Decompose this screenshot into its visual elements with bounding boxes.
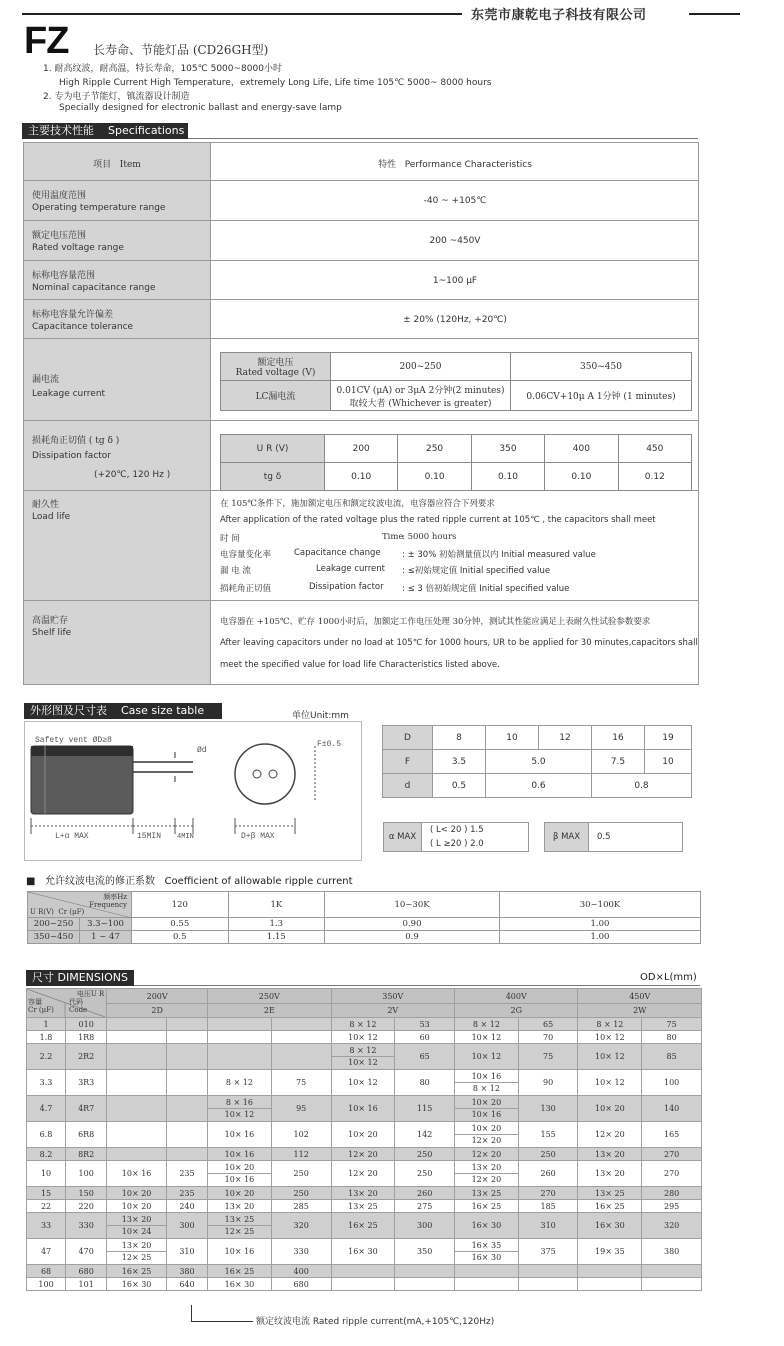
lead-spacing-label: F±0.5 (317, 740, 342, 749)
rated-voltage-cell (221, 353, 331, 381)
ripple-current-cell: 102 (271, 1122, 331, 1148)
case-size-cell (107, 1070, 167, 1096)
ripple-current-cell (166, 1031, 207, 1044)
ripple-row: 350~450 1 ~ 47 0.5 1.15 0.9 1.00 (28, 931, 701, 944)
case-size-cell: 10× 16 (208, 1122, 272, 1148)
ripple-current-cell (271, 1018, 331, 1031)
case-size-cell: 16× 30 (107, 1278, 167, 1291)
case-size-cell: 10× 20 (208, 1187, 272, 1200)
ripple-current-cell (166, 1044, 207, 1070)
diameter-label: D+β MAX (241, 832, 275, 841)
ripple-current-cell: 53 (395, 1018, 455, 1031)
ripple-current-cell (395, 1278, 455, 1291)
ripple-current-cell (518, 1265, 578, 1278)
case-size-heading-en: Case size table (121, 704, 205, 717)
case-size-cell: 10× 12 (578, 1070, 642, 1096)
ripple-current-cell: 375 (518, 1239, 578, 1265)
dimensions-body (27, 1018, 702, 1291)
dimensions-heading-rule (134, 985, 700, 986)
capacitance-cell: 2.2 (27, 1044, 66, 1070)
ripple-current-cell: 165 (642, 1122, 702, 1148)
ripple-current-cell (518, 1278, 578, 1291)
case-size-cell: 10× 20 10× 16 (455, 1096, 519, 1122)
load-life-dissipation: : ≤ 3 倍初始规定值 Initial specified value (402, 584, 570, 594)
case-size-cell: 10× 16 (107, 1161, 167, 1187)
dissipation-table: U R (V) 200 250 350 400 450 tg δ 0.10 0.10 0.10 0.10 0.12 (220, 434, 692, 491)
load-life-leakage: : ≤初始规定值 Initial specified value (402, 566, 551, 576)
dimension-row (27, 1239, 702, 1265)
capacitance-cell: 47 (27, 1239, 66, 1265)
dimension-row (27, 1148, 702, 1161)
code-cell: 010 (66, 1018, 107, 1031)
voltage-value: 200 ~450V (429, 236, 481, 246)
leakage-label-en: Leakage current (32, 389, 106, 399)
code-cell: 680 (66, 1265, 107, 1278)
spec-row-shelf-life (24, 601, 698, 685)
dimension-row (27, 1096, 702, 1122)
code-cell: 3R3 (66, 1070, 107, 1096)
load-life-capacitance: : ± 30% 初始测量值以内 Initial measured value (402, 550, 596, 560)
case-size-cell: 13× 20 (331, 1187, 395, 1200)
capacitance-cell: 22 (27, 1200, 66, 1213)
ripple-current-cell: 250 (271, 1161, 331, 1187)
case-size-cell (107, 1122, 167, 1148)
case-size-cell: 10× 16 8 × 12 (455, 1070, 519, 1096)
ripple-current-cell: 70 (518, 1031, 578, 1044)
ripple-current-cell: 250 (395, 1148, 455, 1161)
spec-row-voltage (24, 221, 698, 261)
case-size-cell (331, 1265, 395, 1278)
ripple-current-cell: 640 (166, 1278, 207, 1291)
ripple-current-cell (642, 1278, 702, 1291)
tolerance-label-cn: 标称电容量允许偏差 (32, 310, 114, 320)
capacitance-cell: 4.7 (27, 1096, 66, 1122)
series-logo: FZ (24, 20, 69, 62)
case-size-cell: 12× 20 (331, 1161, 395, 1187)
capacitor-body (31, 746, 133, 814)
company-name: 东莞市康乾电子科技有限公司 (471, 8, 647, 23)
capacitance-cell: 15 (27, 1187, 66, 1200)
case-F-label: F (383, 750, 433, 774)
code-cell: 220 (66, 1200, 107, 1213)
ripple-corner-header: 频率Hz Frequency U R(V) Cr (μF) (28, 892, 132, 918)
lead-diameter-label: Ød (197, 746, 207, 755)
case-size-cell (578, 1278, 642, 1291)
capacitance-cell: 3.3 (27, 1070, 66, 1096)
ripple-current-cell: 235 (166, 1187, 207, 1200)
ripple-current-cell: 310 (518, 1213, 578, 1239)
capacitance-label-en: Nominal capacitance range (32, 283, 156, 293)
load-life-line-2: After application of the rated voltage plus the rated ripple current at 105℃ , the capacitors shall meet (220, 515, 656, 525)
header-rule-left (22, 13, 462, 15)
case-size-cell: 13× 20 (578, 1161, 642, 1187)
case-size-cell: 10× 16 (208, 1148, 272, 1161)
ripple-current-cell (271, 1031, 331, 1044)
alpha-max-label: α MAX (384, 823, 422, 851)
code-cell: 330 (66, 1213, 107, 1239)
case-size-cell: 13× 20 (208, 1200, 272, 1213)
case-size-cell (208, 1018, 272, 1031)
spec-row-dissipation (24, 421, 698, 491)
characteristics-label-en: Performance Characteristics (404, 160, 532, 170)
spec-header-row (24, 143, 698, 181)
ripple-current-cell: 112 (271, 1148, 331, 1161)
code-cell: 470 (66, 1239, 107, 1265)
dimension-row (27, 1018, 702, 1031)
tolerance-label-en: Capacitance tolerance (32, 322, 134, 332)
case-outline-drawing (24, 721, 362, 861)
ripple-current-cell: 250 (395, 1161, 455, 1187)
ripple-current-cell: 185 (518, 1200, 578, 1213)
ripple-current-cell: 140 (642, 1096, 702, 1122)
rated-voltage-cn: 额定电压 (257, 358, 294, 368)
ripple-current-cell: 310 (166, 1239, 207, 1265)
case-size-cell: 10× 12 (331, 1031, 395, 1044)
ripple-current-cell: 250 (518, 1148, 578, 1161)
ripple-current-cell: 65 (518, 1018, 578, 1031)
code-cell: 1R8 (66, 1031, 107, 1044)
lead-length-label: 15MIN (137, 832, 162, 841)
spec-row-temperature (24, 181, 698, 221)
case-size-heading-cn: 外形图及尺寸表 (30, 704, 107, 717)
dissipation-condition: (+20℃, 120 Hz ) (94, 470, 171, 480)
dissipation-label-cn: 损耗角正切值 ( tg δ ) (32, 436, 120, 446)
ripple-current-cell: 90 (518, 1070, 578, 1096)
ripple-current-cell: 260 (518, 1161, 578, 1187)
ripple-current-cell (166, 1122, 207, 1148)
ripple-current-cell: 380 (166, 1265, 207, 1278)
bullet-icon: ■ (26, 876, 36, 887)
case-size-cell: 10× 12 (455, 1031, 519, 1044)
ripple-current-cell: 75 (518, 1044, 578, 1070)
ripple-current-cell: 270 (518, 1187, 578, 1200)
lc-value-2: 0.06CV+10μ A 1分钟 (1 minutes) (511, 381, 692, 411)
dimension-row (27, 1187, 702, 1200)
od-unit-label: OD×L(mm) (640, 972, 697, 983)
ripple-current-cell: 295 (642, 1200, 702, 1213)
shelf-life-line-3: meet the specified value for load life Characteristics listed above. (220, 660, 500, 670)
case-size-cell: 12× 20 (578, 1122, 642, 1148)
item-label-cn: 项目 (93, 160, 112, 170)
lead-min-label: 4MIN (177, 833, 194, 841)
ripple-current-cell: 380 (642, 1239, 702, 1265)
case-size-cell: 12× 20 (455, 1148, 519, 1161)
dimensions-corner-header: 电压U R 容量 Cr (μF) 代码 Code (27, 989, 107, 1018)
lc-value-1: 0.01CV (μA) or 3μA 2分钟(2 minutes) 取较大者 (Whichever is greater) (331, 381, 511, 411)
ripple-current-cell: 270 (642, 1148, 702, 1161)
case-size-cell: 10× 20 12× 20 (455, 1122, 519, 1148)
dimension-row (27, 1278, 702, 1291)
load-life-line-1: 在 105℃条件下，施加额定电压和额定纹波电流，电容器应符合下列要求 (220, 499, 495, 509)
case-size-cell: 10× 20 (331, 1122, 395, 1148)
ripple-current-cell: 80 (395, 1070, 455, 1096)
leakage-table (220, 352, 692, 411)
beta-max-label: β MAX (545, 823, 589, 851)
lc-label: LC漏电流 (221, 381, 331, 411)
beta-max-value: 0.5 (597, 832, 611, 842)
ripple-current-cell: 320 (642, 1213, 702, 1239)
case-size-cell: 10× 12 (578, 1031, 642, 1044)
header-rule-right (689, 13, 740, 15)
ripple-current-cell: 95 (271, 1096, 331, 1122)
feature-note-1-en: High Ripple Current High Temperature，extremely Long Life, Life time 105℃ 5000~ 8000 hours (59, 78, 492, 88)
shelf-life-label-en: Shelf life (32, 628, 72, 638)
case-size-cell: 10× 12 (331, 1070, 395, 1096)
dimension-row (27, 1200, 702, 1213)
capacitance-value: 1~100 μF (432, 276, 478, 286)
code-cell: 100 (66, 1161, 107, 1187)
beta-max-box (544, 822, 683, 852)
ripple-current-cell: 130 (518, 1096, 578, 1122)
shelf-life-line-2: After leaving capacitors under no load at 105℃ for 1000 hours, UR to be applied for 30 minutes,capacitors shall (220, 638, 698, 648)
case-size-cell: 13× 25 (331, 1200, 395, 1213)
ripple-current-cell (166, 1096, 207, 1122)
case-size-cell: 16× 30 (578, 1213, 642, 1239)
ripple-coefficient-table: 频率Hz Frequency U R(V) Cr (μF) 120 1K 10~30K 30~100K 200~250 3.3~100 0.55 1.3 0.90 1.00 350~450 1 ~ 47 0.5 1.15 0.9 1.00 (27, 891, 701, 944)
case-size-cell (455, 1278, 519, 1291)
dissipation-label-en: Dissipation factor (32, 451, 112, 461)
load-life-label-cn: 耐久性 (32, 500, 60, 510)
case-size-cell (455, 1265, 519, 1278)
capacitance-cell: 6.8 (27, 1122, 66, 1148)
case-size-cell: 10× 20 (578, 1096, 642, 1122)
characteristics-label-cn: 特性 (378, 160, 397, 170)
dimension-row (27, 1070, 702, 1096)
capacitance-cell: 33 (27, 1213, 66, 1239)
ripple-current-cell: 235 (166, 1161, 207, 1187)
capacitance-cell: 68 (27, 1265, 66, 1278)
case-size-cell: 13× 20 (578, 1148, 642, 1161)
specifications-heading (22, 123, 188, 139)
temperature-value: -40 ~ +105℃ (423, 196, 487, 206)
feature-note-1-cn: 1. 耐高纹波，耐高温，特长寿命，105℃ 5000~8000小时 (43, 64, 282, 74)
ripple-current-cell: 275 (395, 1200, 455, 1213)
code-cell: 8R2 (66, 1148, 107, 1161)
leakage-range-2: 350~450 (511, 353, 692, 381)
dimensions-table: 电压U R 容量 Cr (μF) 代码 Code 200V 250V 350V 400V 450V 2D 2E 2V 2G 2W 1 010 8 × 12 53 8 × 12 65 8 × 12 75 1.8 1R8 10× 12 60 10× 12 70 10× 12 80 2.2 2R2 8 × 12 10× 12 65 10× 12 75 10× 12 85 3.3 3R3 8 × 12 75 10× 12 80 10× 16 8 × 12 90 10× 12 100 4.7 4R7 8 × 16 10× 12 95 10× 16 115 10× 20 10× 16 130 10× 20 140 6.8 6R8 10× 16 102 10× 20 142 10× 20 12× 20 155 12× 20 165 8.2 8R2 10× 16 112 12× 20 250 12× 20 250 13× 20 270 10 100 10× 16 235 10× 20 10× 16 250 12× 20 250 13× 20 12× 20 260 13× 20 270 15 150 10× 20 235 10× 20 250 13× 20 260 13× 25 270 13× 25 280 22 220 10× 20 240 13× 20 285 13× 25 275 16× 25 185 16× 25 295 33 330 13× 20 10× 24 300 13× 25 12× 25 320 16× 25 300 16× 30 310 16× 30 320 47 470 13× 20 12× 25 310 10× 16 330 16× 30 350 16× 35 16× 30 375 19× 35 380 68 680 16× 25 380 16× 25 400 100 101 16× 30 640 16× 30 680 (26, 988, 702, 1291)
case-size-cell (107, 1031, 167, 1044)
series-title: 长寿命、节能灯品 (CD26GH型) (93, 43, 269, 57)
specifications-heading-en: Specifications (108, 124, 185, 137)
ripple-current-cell (642, 1265, 702, 1278)
load-life-label-en: Load life (32, 512, 71, 522)
spec-row-tolerance (24, 300, 698, 339)
rated-voltage-en: Rated voltage (V) (235, 368, 316, 378)
ripple-current-cell (166, 1070, 207, 1096)
dimension-row (27, 1265, 702, 1278)
case-size-cell: 16× 30 (331, 1239, 395, 1265)
case-size-cell (578, 1265, 642, 1278)
ripple-current-cell: 75 (271, 1070, 331, 1096)
code-cell: 101 (66, 1278, 107, 1291)
ripple-current-cell: 350 (395, 1239, 455, 1265)
dimension-row (27, 1044, 702, 1070)
shelf-life-label-cn: 高温贮存 (32, 616, 69, 626)
case-size-cell (107, 1044, 167, 1070)
code-cell: 6R8 (66, 1122, 107, 1148)
ripple-current-cell (166, 1018, 207, 1031)
case-size-cell: 16× 25 (107, 1265, 167, 1278)
ripple-current-cell: 260 (395, 1187, 455, 1200)
case-size-cell: 13× 20 12× 25 (107, 1239, 167, 1265)
capacitance-label-cn: 标称电容量范围 (32, 271, 96, 281)
ripple-current-cell: 80 (642, 1031, 702, 1044)
case-size-cell: 16× 25 (455, 1200, 519, 1213)
ripple-footnote-bracket (191, 1305, 253, 1322)
case-size-cell: 8 × 16 10× 12 (208, 1096, 272, 1122)
leakage-label-cn: 漏电流 (32, 375, 60, 385)
case-size-cell: 16× 35 16× 30 (455, 1239, 519, 1265)
ripple-current-cell: 85 (642, 1044, 702, 1070)
alpha-max-box: α MAX ( L< 20 ) 1.5 ( L ≥20 ) 2.0 (383, 822, 529, 852)
ripple-current-cell: 280 (642, 1187, 702, 1200)
case-size-cell: 10× 16 (208, 1239, 272, 1265)
code-cell: 150 (66, 1187, 107, 1200)
case-size-cell: 10× 12 (455, 1044, 519, 1070)
dimensions-heading: 尺寸 DIMENSIONS (26, 970, 134, 986)
case-size-cell: 16× 30 (208, 1278, 272, 1291)
case-size-cell (107, 1018, 167, 1031)
ripple-current-cell: 270 (642, 1161, 702, 1187)
dimension-row (27, 1213, 702, 1239)
specifications-table (23, 142, 699, 685)
specifications-heading-rule (188, 138, 698, 139)
tg-label: tg δ (221, 463, 325, 491)
case-size-cell: 10× 20 10× 16 (208, 1161, 272, 1187)
case-size-cell (331, 1278, 395, 1291)
ripple-footnote: 额定纹波电流 Rated ripple current(mA,+105℃,120Hz) (256, 1317, 495, 1327)
shelf-life-line-1: 电容器在 +105℃、贮存 1000小时后，加额定工作电压处理 30分钟，测试其性能应满足上表耐久性试验参数要求 (220, 617, 651, 627)
case-size-cell (107, 1148, 167, 1161)
case-size-cell: 8 × 12 (578, 1018, 642, 1031)
leakage-range-1: 200~250 (331, 353, 511, 381)
code-cell: 2R2 (66, 1044, 107, 1070)
ripple-current-cell: 285 (271, 1200, 331, 1213)
case-size-cell: 8 × 12 (331, 1018, 395, 1031)
ripple-current-cell: 75 (642, 1018, 702, 1031)
feature-note-2-cn: 2. 专为电子节能灯，镇流器设计制造 (43, 92, 190, 102)
case-size-heading (24, 703, 222, 719)
unit-label: 单位Unit:mm (292, 711, 349, 721)
dimension-row (27, 1031, 702, 1044)
capacitor-dimension-svg (25, 722, 361, 860)
case-size-cell: 16× 25 (208, 1265, 272, 1278)
spec-row-load-life: 耐久性 Load life 在 105℃条件下，施加额定电压和额定纹波电流，电容器应符合下列要求 After application of the rated voltage plus the rated ripple current at 105℃ , the capacitors shall meet 时 间 Time : 5000 hours 电容量变化率 Capacitance change : ± 30% 初始测量值以内 Initial measured value 漏 电 流 Leakage current : ≤初始规定值 Initial specified value 损耗角正切值 Dissipation factor : ≤ 3 倍初始规定值 Initial specified value (24, 491, 698, 601)
case-size-cell: 12× 20 (331, 1148, 395, 1161)
load-life-time: : 5000 hours (402, 532, 457, 542)
length-label: L+α MAX (55, 832, 89, 841)
case-size-cell: 13× 25 (455, 1187, 519, 1200)
case-size-cell: 8 × 12 (455, 1018, 519, 1031)
case-size-cell (208, 1044, 272, 1070)
ripple-row: 200~250 3.3~100 0.55 1.3 0.90 1.00 (28, 918, 701, 931)
capacitance-cell: 8.2 (27, 1148, 66, 1161)
ripple-current-cell: 240 (166, 1200, 207, 1213)
spec-row-leakage (24, 339, 698, 421)
case-size-cell: 10× 20 (107, 1200, 167, 1213)
ripple-current-cell: 60 (395, 1031, 455, 1044)
item-label-en: Item (119, 160, 141, 170)
case-size-cell: 13× 25 (578, 1187, 642, 1200)
case-size-cell: 10× 16 (331, 1096, 395, 1122)
ripple-current-cell: 142 (395, 1122, 455, 1148)
temperature-label-en: Operating temperature range (32, 203, 166, 213)
ripple-current-cell: 300 (395, 1213, 455, 1239)
case-size-cell: 19× 35 (578, 1239, 642, 1265)
case-size-cell (208, 1031, 272, 1044)
case-size-cell: 13× 25 12× 25 (208, 1213, 272, 1239)
case-size-cell: 8 × 12 (208, 1070, 272, 1096)
capacitance-cell: 1 (27, 1018, 66, 1031)
case-size-cell: 13× 20 10× 24 (107, 1213, 167, 1239)
ripple-current-cell: 250 (271, 1187, 331, 1200)
ripple-current-cell: 300 (166, 1213, 207, 1239)
case-size-cell: 10× 20 (107, 1187, 167, 1200)
capacitance-cell: 1.8 (27, 1031, 66, 1044)
ur-label: U R (V) (221, 435, 325, 463)
specifications-heading-cn: 主要技术性能 (28, 124, 94, 137)
case-size-cell: 16× 25 (331, 1213, 395, 1239)
ripple-coefficient-title: ■ 允许纹波电流的修正系数 Coefficient of allowable ripple current (26, 876, 353, 887)
case-size-cell (107, 1096, 167, 1122)
temperature-label-cn: 使用温度范围 (32, 191, 87, 201)
capacitance-cell: 100 (27, 1278, 66, 1291)
case-size-cell: 10× 12 (578, 1044, 642, 1070)
spec-row-capacitance (24, 261, 698, 300)
code-cell: 4R7 (66, 1096, 107, 1122)
ripple-current-cell: 100 (642, 1070, 702, 1096)
ripple-current-cell: 65 (395, 1044, 455, 1070)
case-size-table: D 8 10 12 16 19 F 3.5 5.0 7.5 10 d 0.5 0.6 0.8 (382, 725, 692, 798)
case-D-label: D (383, 726, 433, 750)
safety-vent-label: Safety vent ØD≥8 (35, 736, 112, 745)
case-size-cell: 13× 20 12× 20 (455, 1161, 519, 1187)
ripple-current-cell (271, 1044, 331, 1070)
capacitance-cell: 10 (27, 1161, 66, 1187)
ripple-current-cell (395, 1265, 455, 1278)
dimension-row (27, 1161, 702, 1187)
case-d-label: d (383, 774, 433, 798)
case-size-cell: 8 × 12 10× 12 (331, 1044, 395, 1070)
voltage-label-cn: 额定电压范围 (32, 231, 87, 241)
case-size-cell: 16× 30 (455, 1213, 519, 1239)
ripple-current-cell: 680 (271, 1278, 331, 1291)
ripple-current-cell (166, 1148, 207, 1161)
ripple-current-cell: 400 (271, 1265, 331, 1278)
ripple-current-cell: 320 (271, 1213, 331, 1239)
tolerance-value: ± 20% (120Hz, +20℃) (403, 315, 507, 325)
capacitor-top-view (235, 744, 295, 804)
voltage-label-en: Rated voltage range (32, 243, 124, 253)
ripple-current-cell: 155 (518, 1122, 578, 1148)
case-size-cell: 16× 25 (578, 1200, 642, 1213)
feature-note-2-en: Specially designed for electronic ballast and energy-save lamp (59, 103, 342, 113)
ripple-current-cell: 115 (395, 1096, 455, 1122)
dimension-row (27, 1122, 702, 1148)
ripple-current-cell: 330 (271, 1239, 331, 1265)
